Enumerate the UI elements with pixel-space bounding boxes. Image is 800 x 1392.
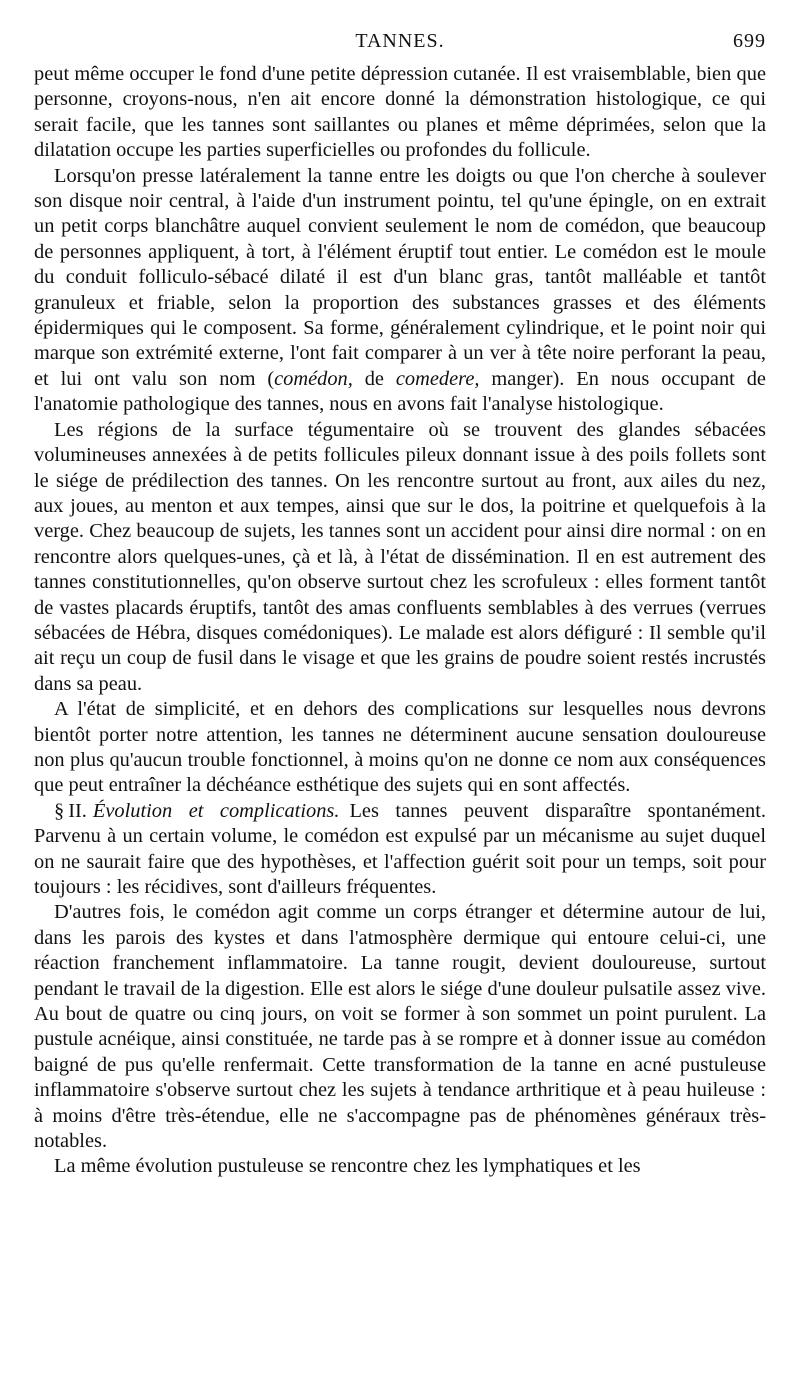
term-comedere: comedere, (395, 367, 480, 390)
running-header (34, 30, 766, 62)
paragraph-2-text-b: de (352, 367, 396, 390)
running-title: TANNES. (355, 30, 445, 52)
page-number: 699 (733, 30, 766, 52)
section-ii-text: Les tannes peuvent disparaître spontanément. Parvenu à un certain volume, le comédon est expulsé par un mécanisme au sujet duquel on ne saurait faire que des hypothèses, et l'affection guérit soit pour un temps, soit pour toujours : les récidives, sont d'ailleurs fréquentes. (34, 799, 766, 898)
paragraph-3: Les régions de la surface tégumentaire où se trouvent des glandes sébacées volumineuses annexées à de petits follicules pileux donnant issue à des poils follets sont le siége de prédilection des tannes. On les rencontre surtout au front, aux ailes du nez, aux joues, au menton et aux tempes, ainsi que sur le dos, la poitrine et quelquefois à la verge. Chez beaucoup de sujets, les tannes sont un accident pour ainsi dire normal : on en rencontre alors quelques-unes, çà et là, à l'état de dissémination. Il en est autrement des tannes constitutionnelles, qu'on observe surtout chez les scrofuleux : elles forment tantôt de vastes placards éruptifs, tantôt des amas confluents semblables à des verrues (verrues sébacées de Hébra, disques comédoniques). Le malade est alors défiguré : Il semble qu'il ait reçu un coup de fusil dans le visage et que les grains de poudre soient restés incrustés dans sa peau. (34, 418, 766, 695)
paragraph-2-text-a: Lorsqu'on presse latéralement la tanne entre les doigts ou que l'on cherche à soulever son disque noir central, à l'aide d'un instrument pointu, tel qu'une épingle, on en extrait un petit corps blanchâtre auquel convient seulement le nom de comédon, que beaucoup de personnes appliquent, à tort, à l'élément éruptif tout entier. Le comédon est le moule du conduit folliculo-sébacé dilaté il est d'un blanc gras, tantôt malléable et tantôt granuleux et friable, selon la proportion des substances grasses et des éléments épidermiques qui le composent. Sa forme, généralement cylindrique, et le point noir qui marque son extrémité externe, l'ont fait comparer à un ver à tête noire perforant la peau, et lui ont valu son nom ( (34, 164, 766, 390)
section-title: Évolution et complications. (92, 799, 340, 822)
document-page (34, 30, 766, 1180)
paragraph-6: D'autres fois, le comédon agit comme un corps étranger et détermine autour de lui, dans les parois des kystes et dans l'atmosphère dermique qui entoure celui-ci, une réaction franchement inflammatoire. La tanne rougit, devient douloureuse, surtout pendant le travail de la digestion. Elle est alors le siége d'une douleur pulsatile assez vive. Au bout de quatre ou cinq jours, on voit se former à son sommet un point purulent. La pustule acnéique, ainsi constituée, ne tarde pas à se rompre et à donner issue au comédon baigné de pus qu'elle renfermait. Cette transformation de la tanne en acné pustuleuse inflammatoire s'observe surtout chez les sujets à tendance arthritique et à peau huileuse : à moins d'être très-étendue, elle ne s'accompagne pas de phénomènes généraux très-notables. (34, 901, 766, 1153)
paragraph-1: peut même occuper le fond d'une petite dépression cutanée. Il est vraisemblable, bien que personne, croyons-nous, n'en ait encore donné la démonstration histologique, ce qui serait facile, que les tannes sont saillantes ou planes et même déprimées, selon que la dilatation occupe les parties superficielles ou profondes du follicule. (34, 63, 766, 162)
section-mark: § (54, 799, 65, 822)
paragraph-4: A l'état de simplicité, et en dehors des complications sur lesquelles nous devrons bientôt porter notre attention, les tannes ne déterminent aucune sensation douloureuse non plus qu'aucun trouble fonctionnel, à moins qu'on ne donne ce nom aux conséquences que peut entraîner la déchéance esthétique des sujets qui en sont affectés. (34, 698, 766, 797)
body-text (34, 62, 766, 1180)
section-number: II. (68, 799, 87, 822)
paragraph-2 (34, 164, 766, 418)
section-ii-paragraph (34, 799, 766, 901)
paragraph-7: La même évolution pustuleuse se rencontre chez les lymphatiques et les (54, 1155, 641, 1178)
paragraph-2-text-c: manger). En nous occupant de l'anatomie pathologique des tannes, nous en avons fait l'analyse histologique. (34, 367, 766, 416)
term-comedon: comédon, (274, 367, 353, 390)
